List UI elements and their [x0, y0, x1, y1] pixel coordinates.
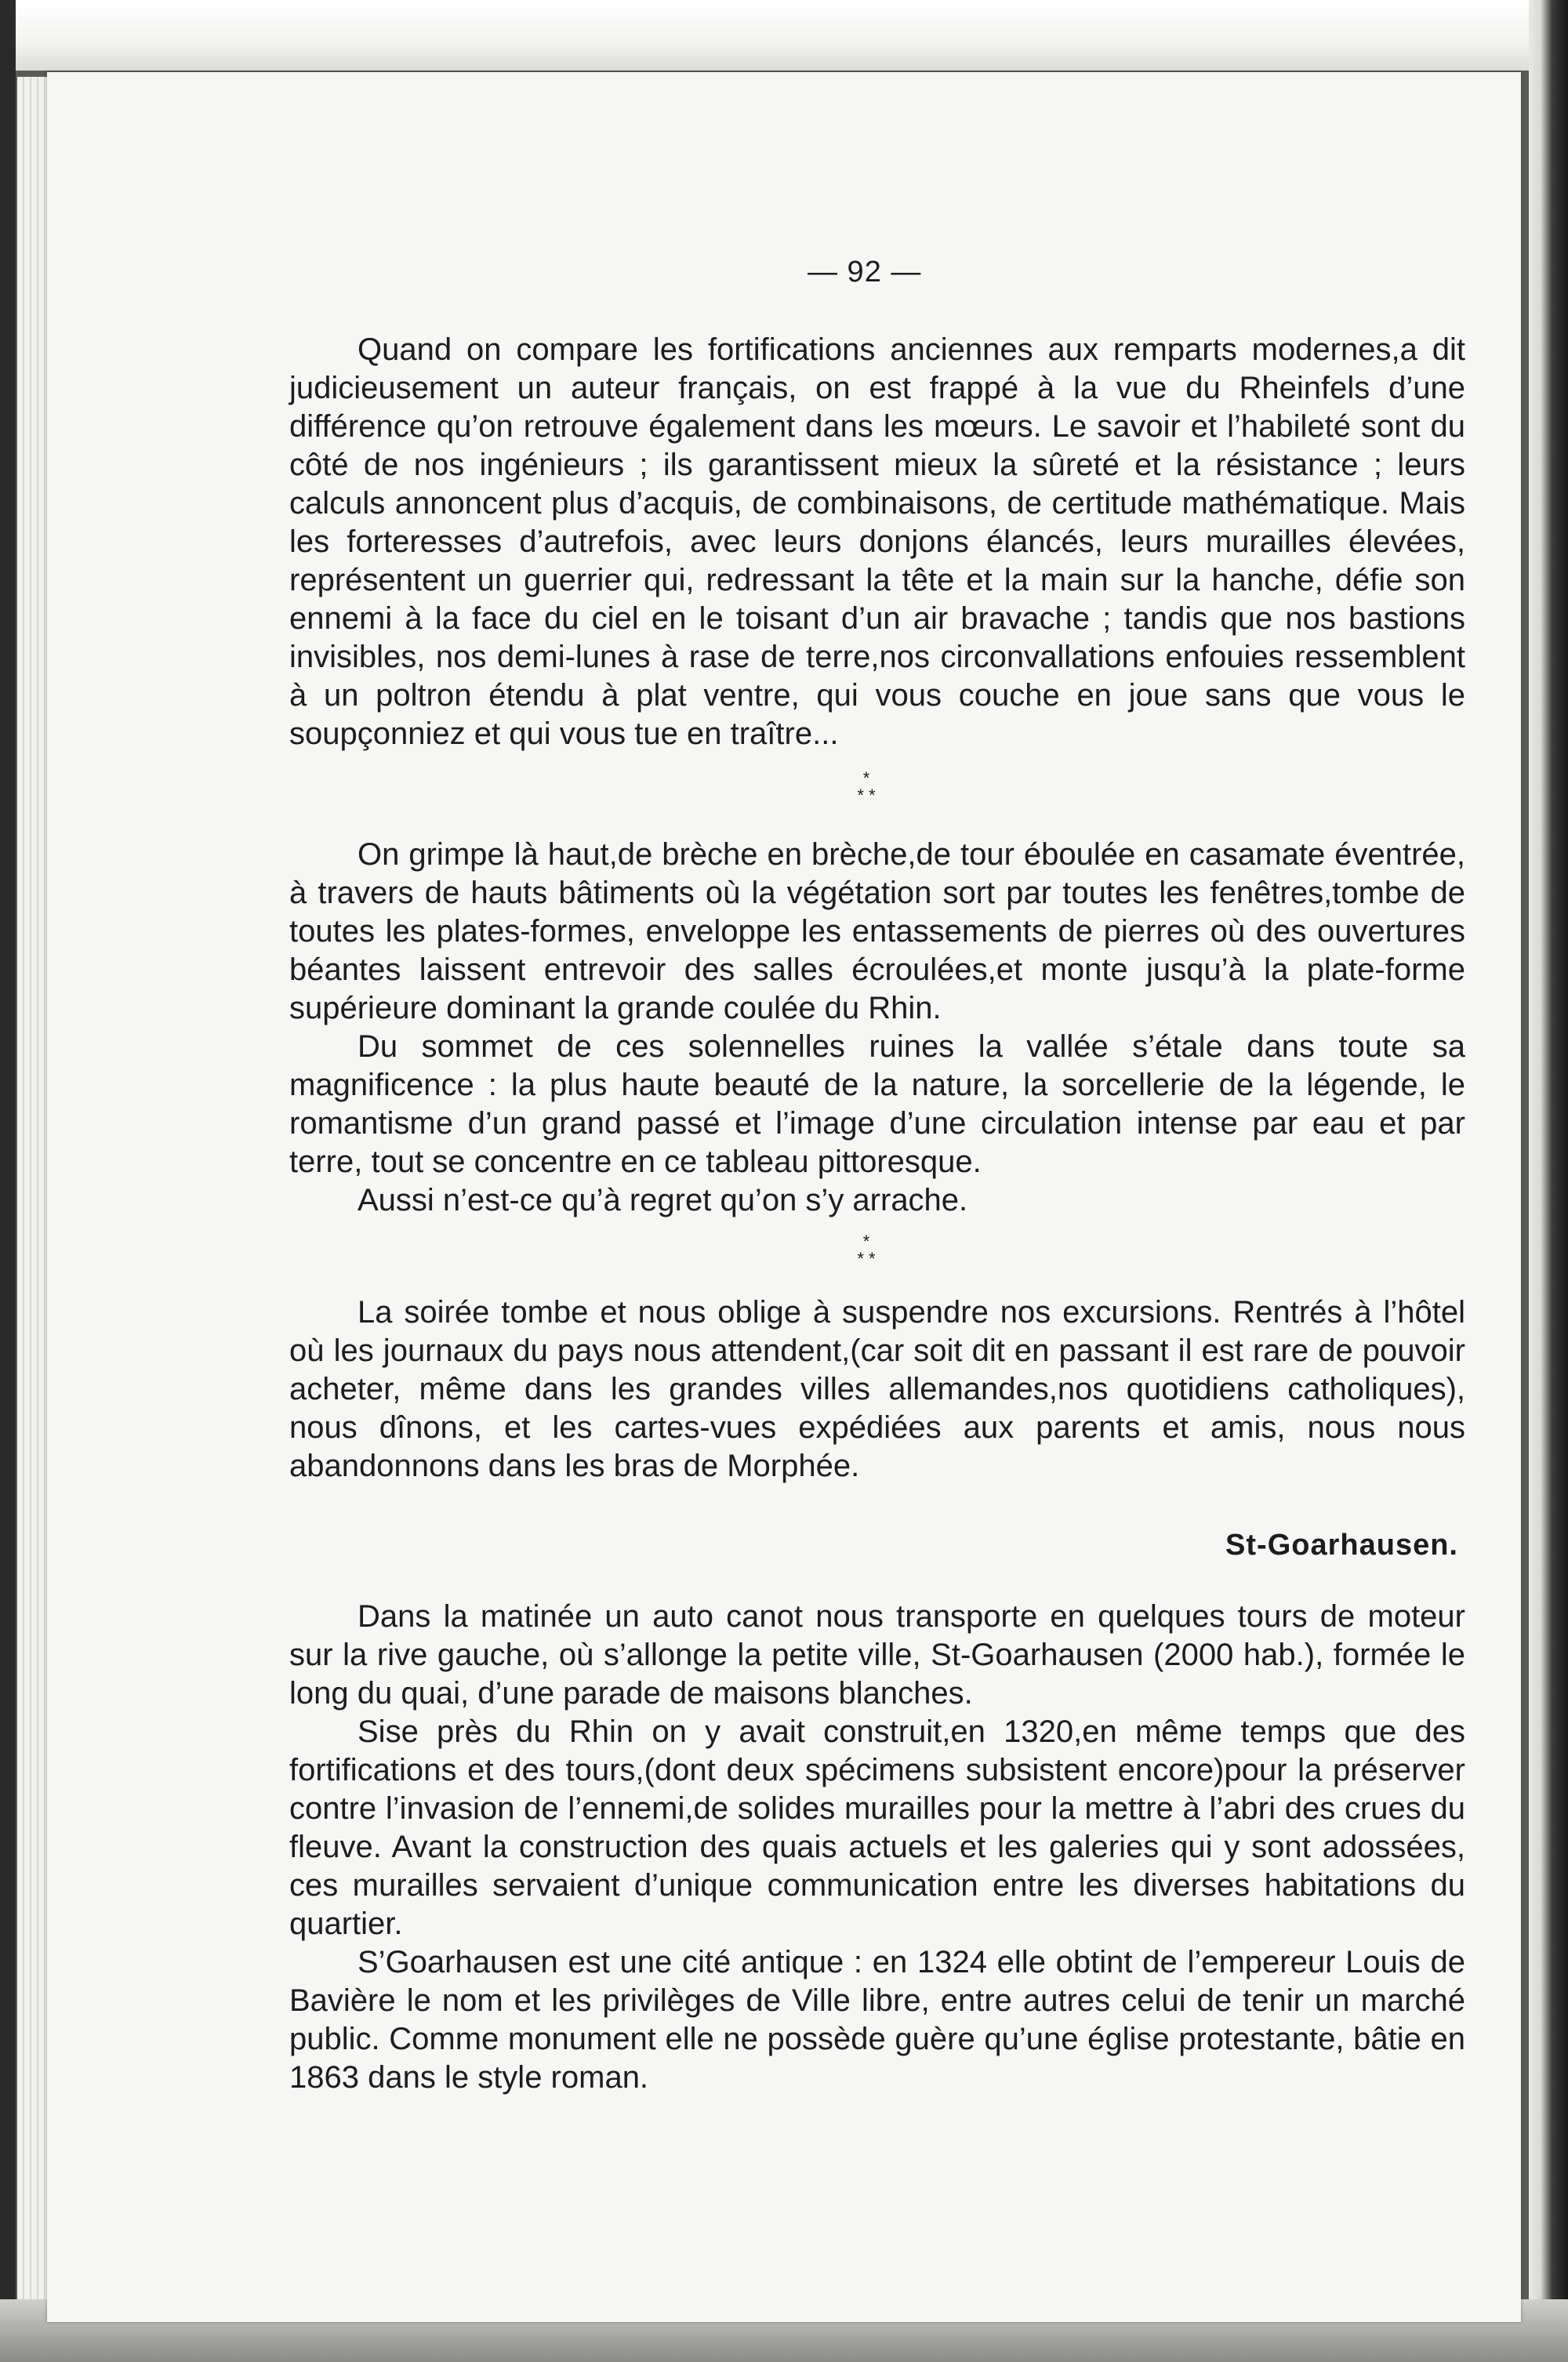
asterism-separator: [835, 770, 898, 809]
scan-top-edge: [0, 0, 1568, 71]
book-spine-edge: [1529, 0, 1568, 2362]
asterism-bottom-stars: * *: [857, 786, 876, 805]
paragraph: Quand on compare les fortifications anciennes aux remparts modernes,a dit judicieusement un auteur français, on est frappé à la vue du Rheinfels d’une différence qu’on retrouve également dans les mœurs. Le savoir et l’habileté sont du côté de nos ingénieurs ; ils garantissent mieux la sûreté et la résistance ; leurs calculs annoncent plus d’acquis, de combinaisons, de certitude mathématique. Mais les forteresses d’autrefois, avec leurs donjons élancés, leurs murailles élevées, représentent un guerrier qui, redressant la tête et la main sur la hanche, défie son ennemi à la face du ciel en le toisant d’un air bravache ; tandis que nos bastions invisibles, nos demi-lunes à rase de terre,nos circonvallations enfouies ressemblent à un poltron étendu à plat ventre, qui vous couche en joue sans que vous le soupçonniez et qui vous tue en traître...: [289, 332, 1465, 751]
paragraph: S’Goarhausen est une cité antique : en 1324 elle obtint de l’empereur Louis de Bavière le nom et les privilèges de Ville libre, entre autres celui de tenir un marché public. Comme monument elle ne possède guère qu’une église protestante, bâtie en 1863 dans le style roman.: [289, 1945, 1465, 2095]
paragraph-block-ruins: [289, 836, 1465, 1220]
paragraph: Dans la matinée un auto canot nous transporte en quelques tours de moteur sur la rive gauche, où s’allonge la petite ville, St-Goarhausen (2000 hab.), formée le long du quai, d’une parade de maisons blanches.: [289, 1599, 1465, 1711]
scan-left-edge: [0, 0, 16, 2362]
paragraph-block-st-goarhausen: [289, 1598, 1465, 2097]
asterism-separator: [835, 1233, 898, 1272]
paragraph-block-evening: [289, 1293, 1465, 1486]
paragraph-block-fortifications: [289, 331, 1465, 753]
paragraph: On grimpe là haut,de brèche en brèche,de tour éboulée en casamate éventrée, à travers de hauts bâtiments où la végétation sort par toutes les fenêtres,tombe de toutes les plates-formes, enveloppe les entassements de pierres où des ouvertures béantes laissent entrevoir des salles écroulées,et monte jusqu’à la plate-forme supérieure dominant la grande coulée du Rhin.: [289, 837, 1465, 1025]
section-title: St-Goarhausen.: [1225, 1529, 1458, 1562]
paragraph: Aussi n’est-ce qu’à regret qu’on s’y arrache.: [358, 1183, 968, 1217]
paragraph: La soirée tombe et nous oblige à suspendre nos excursions. Rentrés à l’hôtel où les journaux du pays nous attendent,(car soit dit en passant il est rare de pouvoir acheter, même dans les grandes villes allemandes,nos quotidiens catholiques), nous dînons, et les cartes-vues expédiées aux parents et amis, nous nous abandonnons dans les bras de Morphée.: [289, 1295, 1465, 1483]
asterism-bottom-stars: * *: [857, 1249, 876, 1268]
asterism-top-star: *: [862, 768, 870, 788]
paragraph: Sise près du Rhin on y avait construit,en 1320,en même temps que des fortifications et des tours,(dont deux spécimens subsistent encore)pour la préserver contre l’invasion de l’ennemi,de solides murailles pour la mettre à l’abri des crues du fleuve. Avant la construction des quais actuels et les galeries qui y sont adossées, ces murailles servaient d’unique communication entre les diverses habitations du quartier.: [289, 1714, 1465, 1941]
asterism-top-star: *: [862, 1232, 870, 1251]
page-number: — 92 —: [808, 256, 922, 288]
paragraph: Du sommet de ces solennelles ruines la vallée s’étale dans toute sa magnificence : la plus haute beauté de la nature, la sorcellerie de la légende, le romantisme d’un grand passé et l’image d’une circulation intense par eau et par terre, tout se concentre en ce tableau pittoresque.: [289, 1029, 1465, 1179]
